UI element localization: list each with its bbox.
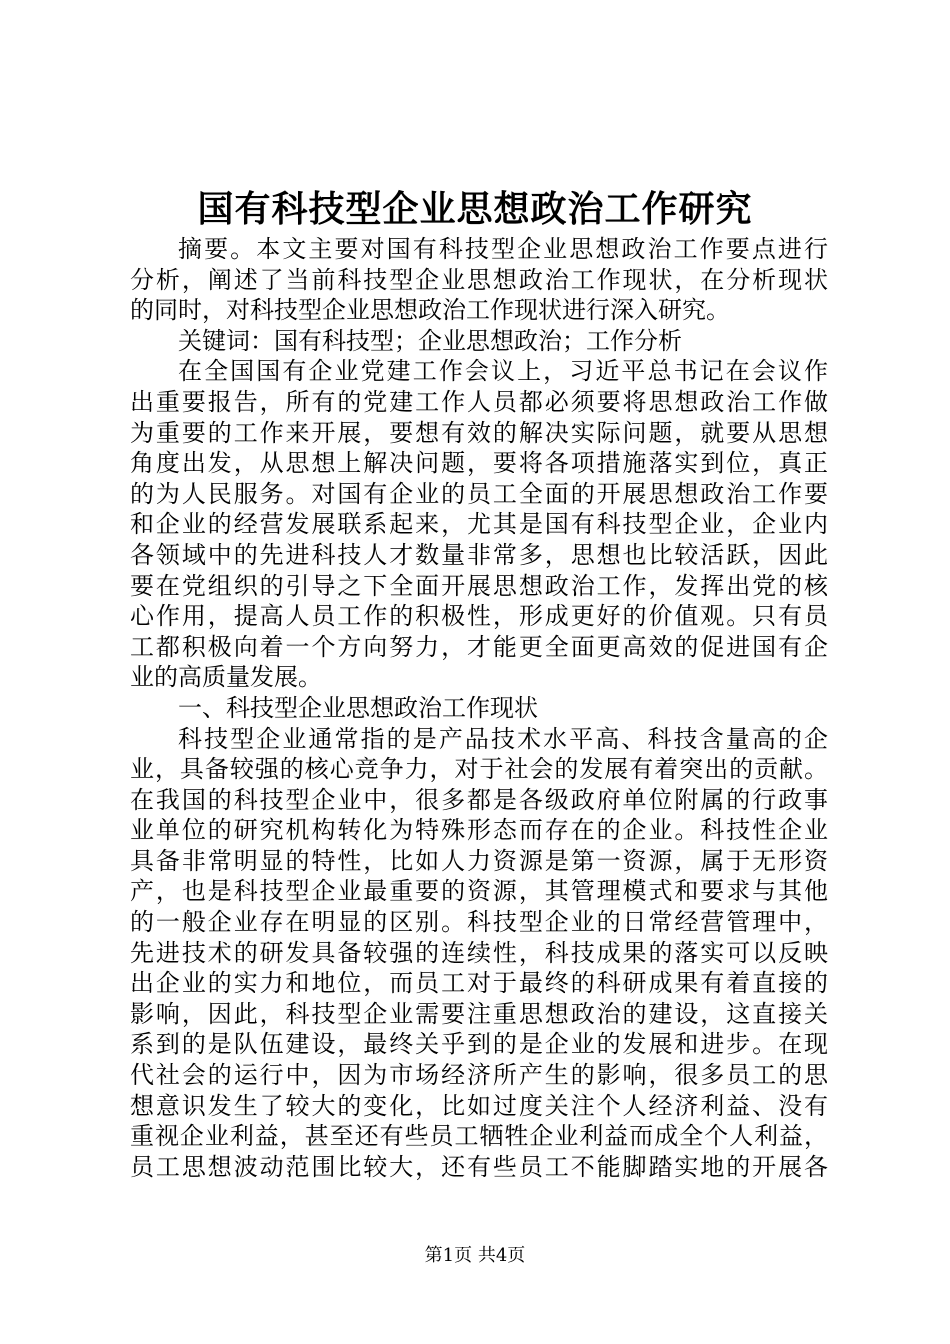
paragraph-line: 产，也是科技型企业最重要的资源，其管理模式和要求与其他 [130,877,828,906]
paragraph-line: 员工思想波动范围比较大，还有些员工不能脚踏实地的开展各 [130,1152,828,1181]
abstract-line: 摘要。本文主要对国有科技型企业思想政治工作要点进行 [178,235,828,263]
paragraph-line: 在我国的科技型企业中，很多都是各级政府单位附属的行政事 [130,785,828,814]
page-indicator: 第1页 共4页 [424,1245,526,1266]
document-title: 国有科技型企业思想政治工作研究 [197,188,753,230]
paragraph-line: 想意识发生了较大的变化，比如过度关注个人经济利益、没有 [130,1091,828,1120]
paragraph-line: 要在党组织的引导之下全面开展思想政治工作，发挥出党的核 [130,571,828,600]
paragraph-line: 出重要报告，所有的党建工作人员都必须要将思想政治工作做 [130,387,828,416]
paragraph-line: 先进技术的研发具备较强的连续性，科技成果的落实可以反映 [130,938,828,967]
paragraph-line: 业单位的研究机构转化为特殊形态而存在的企业。科技性企业 [130,816,828,845]
paragraph-line: 代社会的运行中，因为市场经济所产生的影响，很多员工的思 [130,1061,828,1090]
paragraph-line: 在全国国有企业党建工作会议上，习近平总书记在会议作 [178,357,828,386]
paragraph-line: 重视企业利益，甚至还有些员工牺牲企业利益而成全个人利益， [130,1122,828,1151]
page-footer [0,1244,950,1268]
paragraph-line: 影响，因此，科技型企业需要注重思想政治的建设，这直接关 [130,999,828,1028]
paragraph-line: 出企业的实力和地位，而员工对于最终的科研成果有着直接的 [130,969,828,998]
document-body [130,234,828,1182]
paragraph-line: 的为人民服务。对国有企业的员工全面的开展思想政治工作要 [130,479,828,508]
paragraph-line: 工都积极向着一个方向努力，才能更全面更高效的促进国有企 [130,632,828,661]
keywords-line: 关键词：国有科技型；企业思想政治；工作分析 [178,326,682,355]
paragraph-line: 具备非常明显的特性，比如人力资源是第一资源，属于无形资 [130,846,828,875]
paragraph-line: 各领域中的先进科技人才数量非常多，思想也比较活跃，因此 [130,540,828,569]
paragraph-line: 业，具备较强的核心竞争力，对于社会的发展有着突出的贡献。 [130,755,828,784]
paragraph-line: 心作用，提高人员工作的积极性，形成更好的价值观。只有员 [130,602,828,631]
abstract-paragraph [130,234,828,326]
paragraph-line: 角度出发，从思想上解决问题，要将各项措施落实到位，真正 [130,449,828,478]
abstract-line: 的同时，对科技型企业思想政治工作现状进行深入研究。 [130,296,730,325]
paragraph-line: 科技型企业通常指的是产品技术水平高、科技含量高的企 [178,724,828,753]
paragraph-line: 系到的是队伍建设，最终关乎到的是企业的发展和进步。在现 [130,1030,828,1059]
paragraph-line: 为重要的工作来开展，要想有效的解决实际问题，就要从思想 [130,418,828,447]
section-heading: 一、科技型企业思想政治工作现状 [178,693,538,722]
paragraph-line: 和企业的经营发展联系起来，尤其是国有科技型企业，企业内 [130,510,828,539]
intro-paragraph [130,356,828,693]
paragraph-line: 业的高质量发展。 [130,663,322,692]
paragraph-line: 的一般企业存在明显的区别。科技型企业的日常经营管理中， [130,908,828,937]
abstract-line: 分析，阐述了当前科技型企业思想政治工作现状，在分析现状 [130,265,828,294]
section-paragraph [130,724,828,1183]
